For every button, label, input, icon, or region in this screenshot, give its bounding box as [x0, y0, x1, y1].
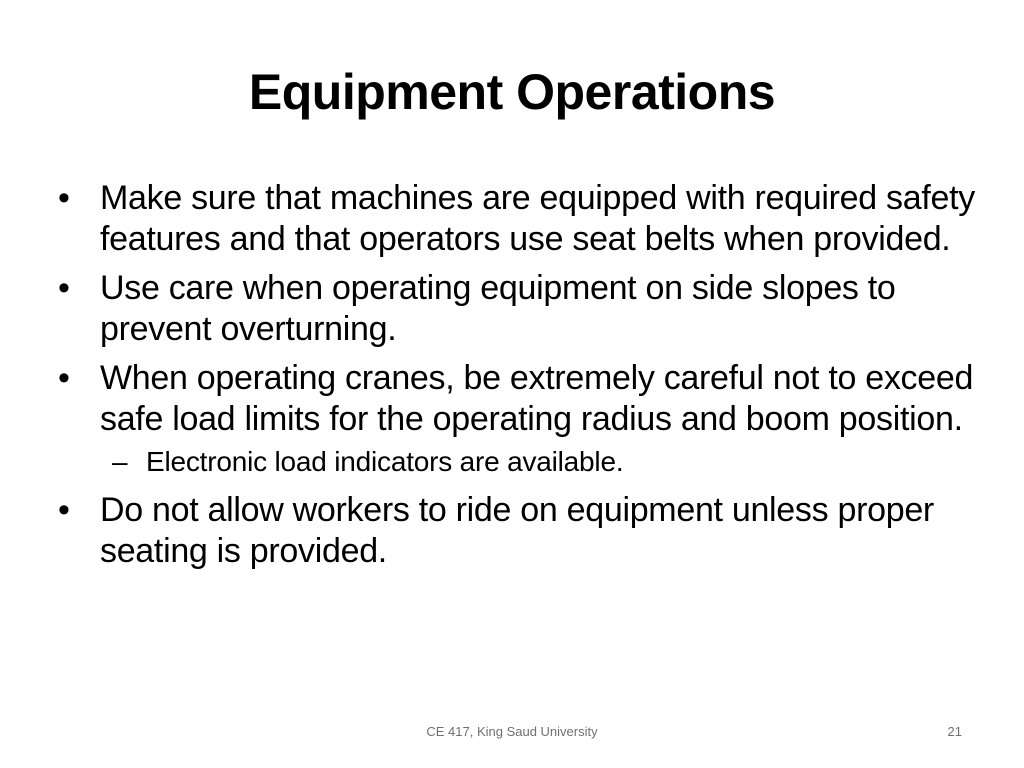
- slide-title: Equipment Operations: [248, 64, 776, 120]
- bullet-item: [56, 490, 976, 572]
- bullet-text: When operating cranes, be extremely careful not to exceed safe load limits for the operating radius and boom position.: [100, 359, 974, 438]
- bullet-icon: •: [58, 359, 70, 397]
- sub-bullet-text: Electronic load indicators are available.: [146, 446, 624, 477]
- bullet-icon: •: [58, 269, 70, 307]
- dash-icon: –: [112, 446, 128, 477]
- bullet-icon: •: [58, 491, 70, 529]
- bullet-text: Use care when operating equipment on side slopes to prevent overturning.: [100, 269, 896, 348]
- bullet-item: [56, 178, 976, 260]
- sub-bullet-item: [56, 444, 976, 480]
- bullet-text: Do not allow workers to ride on equipment unless proper seating is provided.: [100, 491, 934, 570]
- page-number: 21: [947, 724, 962, 739]
- bullet-item: [56, 268, 976, 350]
- footer-text: CE 417, King Saud University: [426, 724, 598, 739]
- bullet-icon: •: [58, 179, 70, 217]
- bullet-text: Make sure that machines are equipped with required safety features and that operators use seat belts when provided.: [100, 179, 975, 258]
- bullet-item: [56, 358, 976, 440]
- slide-body: [56, 178, 976, 580]
